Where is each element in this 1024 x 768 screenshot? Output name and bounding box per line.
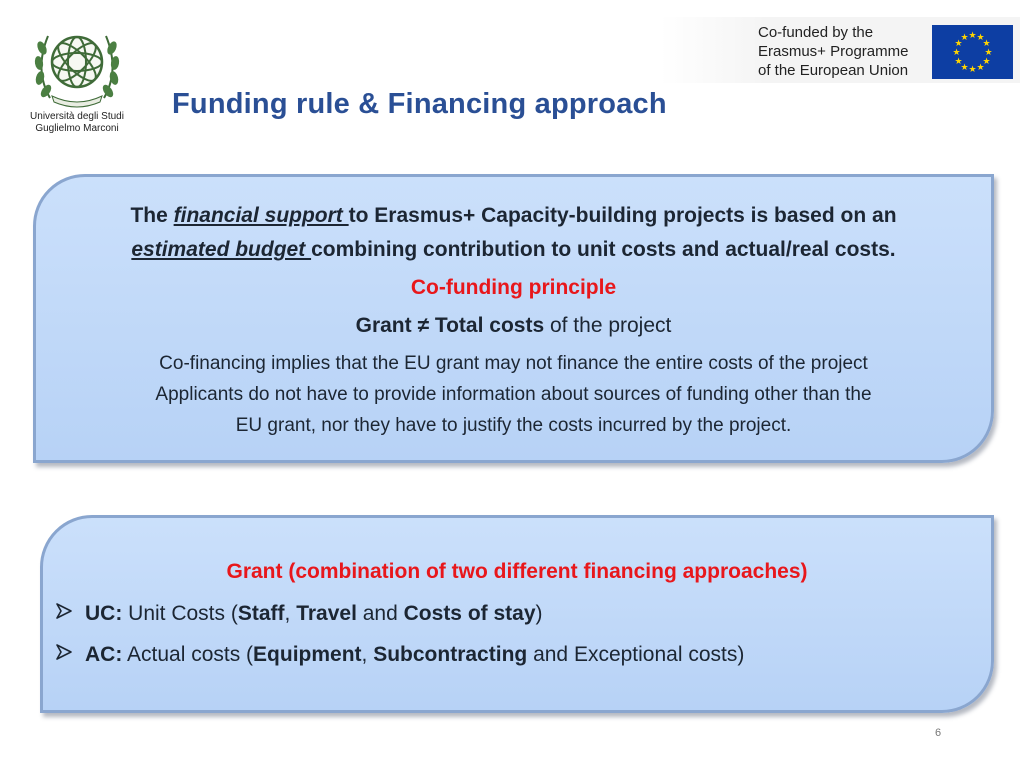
uc-costs-of-stay: Costs of stay	[403, 602, 536, 625]
ac-text-2: ,	[361, 643, 374, 666]
financial-support-paragraph	[36, 199, 991, 267]
grant-combination-heading: Grant (combination of two different financing approaches)	[226, 560, 808, 583]
page-title: Funding rule & Financing approach	[172, 88, 667, 120]
p1-pre: The	[130, 204, 174, 227]
eu-banner-line-2: Erasmus+ Programme	[758, 43, 909, 60]
uc-text-4: )	[535, 602, 543, 625]
ac-subcontracting: Subcontracting	[373, 643, 528, 666]
ac-text-3: and Exceptional costs)	[527, 643, 745, 666]
funding-rule-box	[33, 174, 994, 463]
arrow-bullet-icon	[55, 643, 85, 667]
estimated-budget-term: estimated budget	[131, 238, 312, 261]
note-line-3: EU grant, nor they have to justify the costs incurred by the project.	[235, 415, 792, 436]
svg-text:★: ★	[968, 31, 977, 41]
grant-vs-total-line	[36, 308, 991, 344]
cofinancing-note	[36, 348, 991, 441]
logo-university-line: Università degli Studi	[30, 111, 124, 122]
financial-support-term: financial support	[173, 204, 349, 227]
eu-flag-icon	[932, 25, 1013, 79]
eu-cofunding-banner	[660, 17, 1020, 83]
svg-text:★: ★	[960, 33, 969, 43]
ac-equipment: Equipment	[253, 643, 362, 666]
uc-staff: Staff	[237, 602, 285, 625]
svg-text:★: ★	[976, 63, 985, 73]
ac-label: AC:	[85, 643, 123, 666]
svg-text:★: ★	[954, 57, 963, 67]
grant-not-equal-total: Grant ≠ Total costs	[355, 314, 545, 337]
p1-post: combining contribution to unit costs and actual/real costs.	[311, 238, 896, 261]
svg-text:★: ★	[952, 48, 961, 58]
svg-text:★: ★	[960, 63, 969, 73]
p1-mid: to Erasmus+ Capacity-building projects is based on an	[348, 204, 897, 227]
unit-costs-bullet	[55, 602, 543, 626]
financing-approach-box	[40, 515, 994, 713]
uc-label: UC:	[85, 602, 123, 625]
svg-text:★: ★	[982, 39, 991, 49]
eu-banner-line-3: of the European Union	[758, 62, 909, 79]
uc-travel: Travel	[296, 602, 357, 625]
actual-costs-bullet	[55, 643, 744, 667]
svg-text:★: ★	[982, 57, 991, 67]
svg-text:★: ★	[976, 33, 985, 43]
page-number: 6	[935, 727, 942, 739]
uc-text-1: Unit Costs (	[122, 602, 238, 625]
uc-text-2: ,	[284, 602, 297, 625]
eu-banner-line-1: Co-funded by the	[758, 24, 874, 41]
svg-text:★: ★	[954, 39, 963, 49]
svg-text:★: ★	[984, 48, 993, 58]
svg-text:★: ★	[968, 65, 977, 75]
university-logo	[22, 18, 132, 148]
uc-text-3: and	[356, 602, 404, 625]
note-line-2: Applicants do not have to provide information about sources of funding other than the	[155, 384, 872, 405]
arrow-bullet-icon	[55, 602, 85, 626]
cofunding-principle-heading: Co-funding principle	[410, 276, 617, 299]
grant-line-rest: of the project	[544, 314, 672, 337]
laurel-emblem-icon	[30, 18, 124, 108]
logo-name-line: Guglielmo Marconi	[35, 123, 119, 134]
note-line-1: Co-financing implies that the EU grant may not finance the entire costs of the project	[159, 353, 868, 374]
ac-text-1: Actual costs (	[122, 643, 254, 666]
